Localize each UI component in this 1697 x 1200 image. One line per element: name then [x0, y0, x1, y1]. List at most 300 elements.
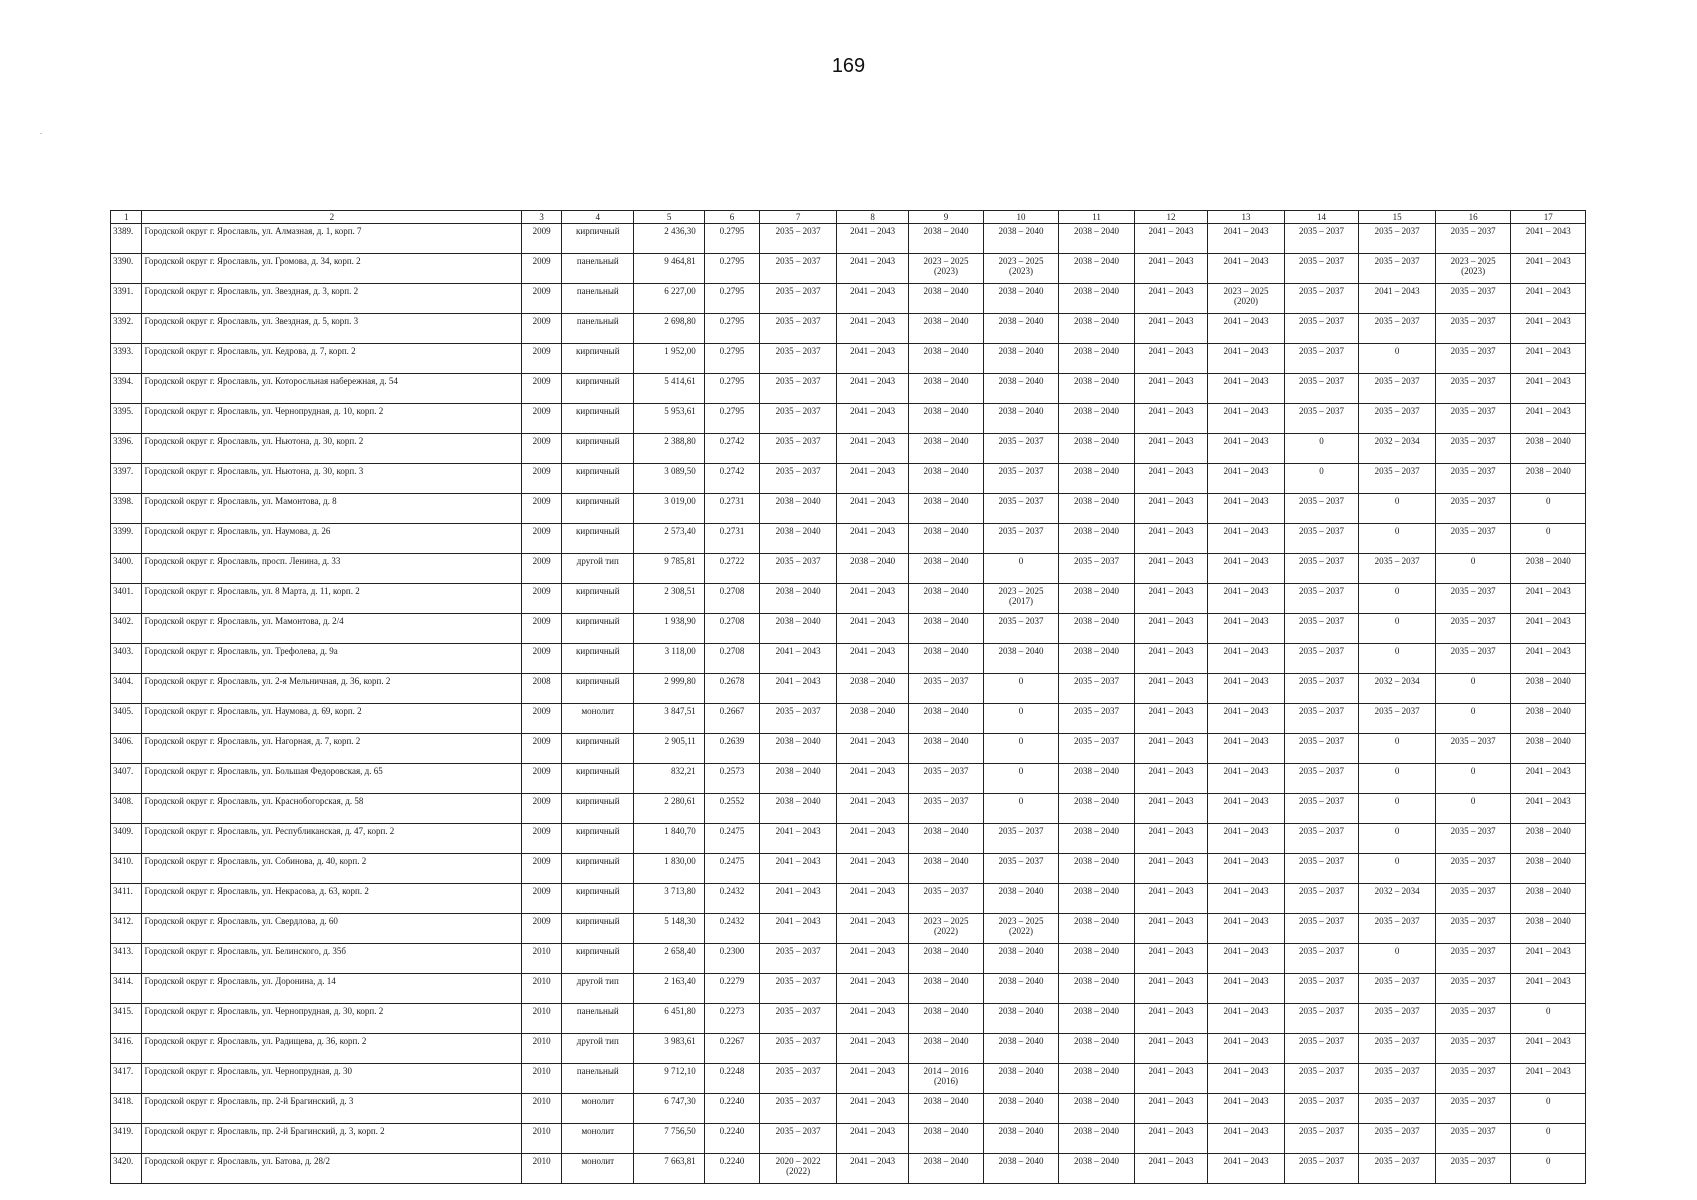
- table-cell-col-8: 2041 – 2043: [836, 1124, 908, 1154]
- table-cell-col-6: 0.2795: [704, 344, 760, 374]
- table-cell-col-12: 2041 – 2043: [1134, 1004, 1207, 1034]
- table-cell-col-4: кирпичный: [562, 614, 634, 644]
- table-cell-col-15: 2032 – 2034: [1359, 884, 1436, 914]
- column-header-13: 13: [1208, 211, 1285, 224]
- table-row: [111, 554, 1586, 584]
- table-cell-col-15: 0: [1359, 524, 1436, 554]
- table-row: [111, 854, 1586, 884]
- table-cell-col-2: Городской округ г. Ярославль, пр. 2-й Брагинский, д. 3, корп. 2: [142, 1124, 522, 1154]
- table-row: [111, 1004, 1586, 1034]
- table-cell-col-9: 2038 – 2040: [909, 1034, 983, 1064]
- table-cell-col-17: 2041 – 2043: [1511, 404, 1586, 434]
- table-cell-col-9: 2035 – 2037: [909, 674, 983, 704]
- table-cell-col-14: 2035 – 2037: [1284, 584, 1358, 614]
- table-cell-col-4: кирпичный: [562, 764, 634, 794]
- table-cell-col-2: Городской округ г. Ярославль, пр. 2-й Брагинский, д. 3: [142, 1094, 522, 1124]
- table-cell-col-4: панельный: [562, 254, 634, 284]
- table-row: [111, 254, 1586, 284]
- column-header-5: 5: [634, 211, 704, 224]
- table-cell-col-7: 2038 – 2040: [760, 794, 837, 824]
- table-cell-col-14: 0: [1284, 434, 1358, 464]
- table-cell-col-16: 2035 – 2037: [1435, 1004, 1511, 1034]
- table-cell-col-16: 2035 – 2037: [1435, 1124, 1511, 1154]
- table-cell-col-15: 2035 – 2037: [1359, 1034, 1436, 1064]
- table-cell-col-4: кирпичный: [562, 404, 634, 434]
- table-cell-col-3: 2008: [522, 674, 562, 704]
- table-cell-col-17: 2038 – 2040: [1511, 674, 1586, 704]
- table-cell-col-7: 2041 – 2043: [760, 884, 837, 914]
- table-cell-col-13: 2041 – 2043: [1208, 584, 1285, 614]
- table-cell-col-11: 2038 – 2040: [1059, 1004, 1135, 1034]
- table-cell-col-12: 2041 – 2043: [1134, 284, 1207, 314]
- table-cell-col-3: 2009: [522, 794, 562, 824]
- table-row: [111, 314, 1586, 344]
- table-cell-col-11: 2038 – 2040: [1059, 974, 1135, 1004]
- table-cell-col-2: Городской округ г. Ярославль, ул. Большая Федоровская, д. 65: [142, 764, 522, 794]
- table-row: [111, 1034, 1586, 1064]
- table-cell-col-16: 2035 – 2037: [1435, 524, 1511, 554]
- column-header-8: 8: [836, 211, 908, 224]
- table-cell-col-17: 2041 – 2043: [1511, 374, 1586, 404]
- table-cell-col-3: 2009: [522, 914, 562, 944]
- table-cell-col-2: Городской округ г. Ярославль, ул. Трефолева, д. 9а: [142, 644, 522, 674]
- table-cell-col-11: 2038 – 2040: [1059, 1094, 1135, 1124]
- table-cell-col-14: 2035 – 2037: [1284, 854, 1358, 884]
- table-cell-col-16: 2035 – 2037: [1435, 854, 1511, 884]
- table-row: [111, 764, 1586, 794]
- table-cell-col-4: монолит: [562, 1094, 634, 1124]
- table-cell-col-1: 3402.: [111, 614, 142, 644]
- table-cell-col-16: 0: [1435, 704, 1511, 734]
- table-cell-col-13: 2041 – 2043: [1208, 464, 1285, 494]
- table-cell-col-10: 2035 – 2037: [983, 434, 1059, 464]
- table-row: [111, 434, 1586, 464]
- table-cell-col-10: 0: [983, 704, 1059, 734]
- table-cell-col-11: 2038 – 2040: [1059, 914, 1135, 944]
- table-cell-col-8: 2041 – 2043: [836, 944, 908, 974]
- table-cell-col-6: 0.2742: [704, 464, 760, 494]
- table-cell-col-9: 2038 – 2040: [909, 284, 983, 314]
- table-cell-col-11: 2035 – 2037: [1059, 674, 1135, 704]
- table-cell-col-10: 2038 – 2040: [983, 344, 1059, 374]
- table-cell-col-11: 2038 – 2040: [1059, 824, 1135, 854]
- table-cell-col-15: 0: [1359, 734, 1436, 764]
- table-cell-col-7: 2041 – 2043: [760, 914, 837, 944]
- table-cell-col-13: 2041 – 2043: [1208, 554, 1285, 584]
- table-cell-col-12: 2041 – 2043: [1134, 704, 1207, 734]
- table-cell-col-13: 2041 – 2043: [1208, 914, 1285, 944]
- table-row: [111, 914, 1586, 944]
- table-cell-col-17: 2038 – 2040: [1511, 734, 1586, 764]
- table-cell-col-13: 2041 – 2043: [1208, 254, 1285, 284]
- table-cell-col-10: 2035 – 2037: [983, 494, 1059, 524]
- table-cell-col-1: 3409.: [111, 824, 142, 854]
- scan-artifact: .: [40, 127, 42, 136]
- table-cell-col-14: 2035 – 2037: [1284, 674, 1358, 704]
- table-cell-col-5: 6 451,80: [634, 1004, 704, 1034]
- table-cell-col-9: 2038 – 2040: [909, 1124, 983, 1154]
- table-cell-col-17: 2038 – 2040: [1511, 824, 1586, 854]
- table-cell-col-8: 2041 – 2043: [836, 494, 908, 524]
- table-cell-col-1: 3418.: [111, 1094, 142, 1124]
- table-cell-col-6: 0.2708: [704, 614, 760, 644]
- table-cell-col-2: Городской округ г. Ярославль, ул. Радищева, д. 36, корп. 2: [142, 1034, 522, 1064]
- table-cell-col-3: 2009: [522, 734, 562, 764]
- table-cell-col-3: 2009: [522, 584, 562, 614]
- table-cell-col-10: 2038 – 2040: [983, 284, 1059, 314]
- table-cell-col-10: 0: [983, 554, 1059, 584]
- table-row: [111, 974, 1586, 1004]
- table-cell-col-1: 3398.: [111, 494, 142, 524]
- table-cell-col-12: 2041 – 2043: [1134, 254, 1207, 284]
- table-cell-col-4: кирпичный: [562, 374, 634, 404]
- table-cell-col-17: 2041 – 2043: [1511, 284, 1586, 314]
- table-cell-col-13: 2041 – 2043: [1208, 734, 1285, 764]
- table-cell-col-15: 2035 – 2037: [1359, 224, 1436, 254]
- table-cell-col-8: 2041 – 2043: [836, 644, 908, 674]
- table-cell-col-13: 2041 – 2043: [1208, 854, 1285, 884]
- table-cell-col-14: 2035 – 2037: [1284, 224, 1358, 254]
- table-cell-col-4: кирпичный: [562, 674, 634, 704]
- table-cell-col-2: Городской округ г. Ярославль, ул. Мамонтова, д. 8: [142, 494, 522, 524]
- table-cell-col-9: 2038 – 2040: [909, 464, 983, 494]
- table-cell-col-8: 2038 – 2040: [836, 674, 908, 704]
- table-cell-col-2: Городской округ г. Ярославль, ул. Нагорная, д. 7, корп. 2: [142, 734, 522, 764]
- table-cell-col-1: 3389.: [111, 224, 142, 254]
- table-cell-col-11: 2038 – 2040: [1059, 494, 1135, 524]
- table-cell-col-16: 2035 – 2037: [1435, 404, 1511, 434]
- table-cell-col-14: 2035 – 2037: [1284, 944, 1358, 974]
- table-cell-col-5: 1 952,00: [634, 344, 704, 374]
- table-cell-col-1: 3414.: [111, 974, 142, 1004]
- table-cell-col-3: 2009: [522, 614, 562, 644]
- table-cell-col-1: 3410.: [111, 854, 142, 884]
- table-cell-col-16: 2035 – 2037: [1435, 914, 1511, 944]
- table-cell-col-13: 2041 – 2043: [1208, 374, 1285, 404]
- table-cell-col-4: кирпичный: [562, 944, 634, 974]
- table-cell-col-9: 2038 – 2040: [909, 494, 983, 524]
- table-cell-col-8: 2041 – 2043: [836, 344, 908, 374]
- table-cell-col-10: 2038 – 2040: [983, 884, 1059, 914]
- table-cell-col-3: 2009: [522, 464, 562, 494]
- table-cell-col-6: 0.2475: [704, 824, 760, 854]
- table-cell-col-8: 2041 – 2043: [836, 854, 908, 884]
- table-cell-col-1: 3413.: [111, 944, 142, 974]
- table-cell-col-15: 0: [1359, 644, 1436, 674]
- table-cell-col-14: 2035 – 2037: [1284, 314, 1358, 344]
- table-cell-col-16: 2035 – 2037: [1435, 944, 1511, 974]
- table-row: [111, 734, 1586, 764]
- table-cell-col-17: 2038 – 2040: [1511, 914, 1586, 944]
- table-cell-col-10: 2038 – 2040: [983, 1124, 1059, 1154]
- table-cell-col-9: 2038 – 2040: [909, 1004, 983, 1034]
- table-cell-col-13: 2041 – 2043: [1208, 884, 1285, 914]
- table-cell-col-15: 0: [1359, 854, 1436, 884]
- table-cell-col-14: 2035 – 2037: [1284, 974, 1358, 1004]
- table-cell-col-6: 0.2639: [704, 734, 760, 764]
- table-cell-col-5: 3 019,00: [634, 494, 704, 524]
- table-cell-col-3: 2009: [522, 884, 562, 914]
- table-cell-col-17: 0: [1511, 1094, 1586, 1124]
- table-cell-col-17: 2038 – 2040: [1511, 854, 1586, 884]
- table-cell-col-16: 2035 – 2037: [1435, 1034, 1511, 1064]
- table-cell-col-8: 2041 – 2043: [836, 434, 908, 464]
- table-cell-col-14: 2035 – 2037: [1284, 344, 1358, 374]
- table-cell-col-5: 832,21: [634, 764, 704, 794]
- table-cell-col-14: 2035 – 2037: [1284, 614, 1358, 644]
- table-cell-col-5: 3 847,51: [634, 704, 704, 734]
- table-cell-col-6: 0.2475: [704, 854, 760, 884]
- table-cell-col-13: 2041 – 2043: [1208, 974, 1285, 1004]
- table-cell-col-13: 2041 – 2043: [1208, 524, 1285, 554]
- table-cell-col-10: 2038 – 2040: [983, 944, 1059, 974]
- table-cell-col-15: 2035 – 2037: [1359, 1094, 1436, 1124]
- table-cell-col-3: 2009: [522, 404, 562, 434]
- table-cell-col-14: 2035 – 2037: [1284, 1094, 1358, 1124]
- table-cell-col-13: 2041 – 2043: [1208, 644, 1285, 674]
- table-cell-col-9: 2038 – 2040: [909, 944, 983, 974]
- table-cell-col-6: 0.2267: [704, 1034, 760, 1064]
- table-cell-col-5: 1 830,00: [634, 854, 704, 884]
- table-cell-col-7: 2035 – 2037: [760, 224, 837, 254]
- table-cell-col-15: 2035 – 2037: [1359, 404, 1436, 434]
- table-cell-col-9: 2023 – 2025 (2023): [909, 254, 983, 284]
- table-cell-col-8: 2041 – 2043: [836, 914, 908, 944]
- table-cell-col-11: 2038 – 2040: [1059, 764, 1135, 794]
- column-header-2: 2: [142, 211, 522, 224]
- table-cell-col-8: 2041 – 2043: [836, 884, 908, 914]
- table-cell-col-13: 2041 – 2043: [1208, 1064, 1285, 1094]
- table-cell-col-5: 2 999,80: [634, 674, 704, 704]
- table-cell-col-9: 2038 – 2040: [909, 704, 983, 734]
- table-cell-col-9: 2038 – 2040: [909, 1094, 983, 1124]
- table-cell-col-7: 2035 – 2037: [760, 284, 837, 314]
- table-cell-col-5: 2 698,80: [634, 314, 704, 344]
- table-cell-col-6: 0.2678: [704, 674, 760, 704]
- table-row: [111, 464, 1586, 494]
- table-cell-col-10: 2038 – 2040: [983, 404, 1059, 434]
- table-cell-col-12: 2041 – 2043: [1134, 674, 1207, 704]
- table-cell-col-17: 2038 – 2040: [1511, 434, 1586, 464]
- table-cell-col-8: 2041 – 2043: [836, 224, 908, 254]
- table-cell-col-8: 2041 – 2043: [836, 734, 908, 764]
- table-cell-col-12: 2041 – 2043: [1134, 464, 1207, 494]
- table-cell-col-2: Городской округ г. Ярославль, ул. Батова, д. 28/2: [142, 1154, 522, 1184]
- table-cell-col-10: 2038 – 2040: [983, 1094, 1059, 1124]
- table-cell-col-3: 2009: [522, 524, 562, 554]
- table-cell-col-12: 2041 – 2043: [1134, 914, 1207, 944]
- table-cell-col-12: 2041 – 2043: [1134, 1154, 1207, 1184]
- table-cell-col-5: 2 308,51: [634, 584, 704, 614]
- table-cell-col-4: панельный: [562, 314, 634, 344]
- table-row: [111, 284, 1586, 314]
- table-cell-col-1: 3391.: [111, 284, 142, 314]
- table-cell-col-8: 2041 – 2043: [836, 794, 908, 824]
- table-cell-col-3: 2009: [522, 224, 562, 254]
- table-cell-col-7: 2035 – 2037: [760, 1124, 837, 1154]
- column-header-17: 17: [1511, 211, 1586, 224]
- table-cell-col-12: 2041 – 2043: [1134, 434, 1207, 464]
- table-cell-col-16: 2035 – 2037: [1435, 284, 1511, 314]
- table-cell-col-3: 2009: [522, 494, 562, 524]
- table-cell-col-4: монолит: [562, 1124, 634, 1154]
- table-cell-col-3: 2010: [522, 1094, 562, 1124]
- table-cell-col-14: 0: [1284, 464, 1358, 494]
- table-cell-col-7: 2041 – 2043: [760, 824, 837, 854]
- table-cell-col-1: 3396.: [111, 434, 142, 464]
- table-cell-col-6: 0.2731: [704, 494, 760, 524]
- table-cell-col-17: 2041 – 2043: [1511, 644, 1586, 674]
- table-cell-col-2: Городской округ г. Ярославль, ул. Алмазная, д. 1, корп. 7: [142, 224, 522, 254]
- table-cell-col-2: Городской округ г. Ярославль, ул. Ньютона, д. 30, корп. 2: [142, 434, 522, 464]
- table-cell-col-5: 2 573,40: [634, 524, 704, 554]
- table-cell-col-16: 2035 – 2037: [1435, 494, 1511, 524]
- table-cell-col-17: 0: [1511, 1004, 1586, 1034]
- table-cell-col-5: 1 938,90: [634, 614, 704, 644]
- table-cell-col-12: 2041 – 2043: [1134, 944, 1207, 974]
- table-cell-col-7: 2035 – 2037: [760, 554, 837, 584]
- table-cell-col-4: панельный: [562, 1064, 634, 1094]
- table-cell-col-17: 0: [1511, 1124, 1586, 1154]
- table-cell-col-3: 2009: [522, 434, 562, 464]
- table-cell-col-5: 9 712,10: [634, 1064, 704, 1094]
- table-cell-col-12: 2041 – 2043: [1134, 494, 1207, 524]
- table-cell-col-3: 2010: [522, 1034, 562, 1064]
- table-cell-col-16: 2035 – 2037: [1435, 464, 1511, 494]
- table-cell-col-16: 2035 – 2037: [1435, 224, 1511, 254]
- table-cell-col-7: 2035 – 2037: [760, 1034, 837, 1064]
- table-cell-col-16: 2035 – 2037: [1435, 584, 1511, 614]
- table-cell-col-5: 7 756,50: [634, 1124, 704, 1154]
- table-cell-col-9: 2038 – 2040: [909, 734, 983, 764]
- table-cell-col-17: 2038 – 2040: [1511, 554, 1586, 584]
- table-cell-col-14: 2035 – 2037: [1284, 1124, 1358, 1154]
- table-cell-col-4: кирпичный: [562, 734, 634, 764]
- table-cell-col-2: Городской округ г. Ярославль, ул. 8 Марта, д. 11, корп. 2: [142, 584, 522, 614]
- column-header-10: 10: [983, 211, 1059, 224]
- table-cell-col-16: 2035 – 2037: [1435, 824, 1511, 854]
- table-cell-col-17: 2038 – 2040: [1511, 464, 1586, 494]
- table-cell-col-9: 2038 – 2040: [909, 524, 983, 554]
- table-cell-col-5: 1 840,70: [634, 824, 704, 854]
- table-cell-col-14: 2035 – 2037: [1284, 884, 1358, 914]
- table-cell-col-4: другой тип: [562, 974, 634, 1004]
- table-cell-col-7: 2041 – 2043: [760, 854, 837, 884]
- table-cell-col-17: 0: [1511, 1154, 1586, 1184]
- table-cell-col-6: 0.2722: [704, 554, 760, 584]
- table-cell-col-10: 2035 – 2037: [983, 464, 1059, 494]
- table-cell-col-7: 2041 – 2043: [760, 644, 837, 674]
- table-cell-col-6: 0.2273: [704, 1004, 760, 1034]
- table-cell-col-3: 2009: [522, 254, 562, 284]
- table-cell-col-17: 2041 – 2043: [1511, 764, 1586, 794]
- table-cell-col-13: 2041 – 2043: [1208, 224, 1285, 254]
- table-cell-col-6: 0.2795: [704, 284, 760, 314]
- table-cell-col-12: 2041 – 2043: [1134, 1124, 1207, 1154]
- table-cell-col-15: 2032 – 2034: [1359, 434, 1436, 464]
- table-cell-col-12: 2041 – 2043: [1134, 1034, 1207, 1064]
- table-cell-col-8: 2041 – 2043: [836, 614, 908, 644]
- table-cell-col-9: 2038 – 2040: [909, 824, 983, 854]
- table-cell-col-12: 2041 – 2043: [1134, 734, 1207, 764]
- table-cell-col-2: Городской округ г. Ярославль, ул. Звездная, д. 3, корп. 2: [142, 284, 522, 314]
- table-cell-col-15: 0: [1359, 794, 1436, 824]
- table-cell-col-11: 2038 – 2040: [1059, 224, 1135, 254]
- table-cell-col-12: 2041 – 2043: [1134, 314, 1207, 344]
- table-cell-col-14: 2035 – 2037: [1284, 1034, 1358, 1064]
- table-cell-col-1: 3407.: [111, 764, 142, 794]
- table-cell-col-12: 2041 – 2043: [1134, 974, 1207, 1004]
- table-cell-col-13: 2041 – 2043: [1208, 1004, 1285, 1034]
- table-cell-col-7: 2020 – 2022 (2022): [760, 1154, 837, 1184]
- table-cell-col-17: 2041 – 2043: [1511, 944, 1586, 974]
- table-cell-col-11: 2038 – 2040: [1059, 644, 1135, 674]
- table-cell-col-1: 3411.: [111, 884, 142, 914]
- table-cell-col-11: 2038 – 2040: [1059, 1064, 1135, 1094]
- table-cell-col-10: 2035 – 2037: [983, 524, 1059, 554]
- table-cell-col-14: 2035 – 2037: [1284, 254, 1358, 284]
- table-cell-col-2: Городской округ г. Ярославль, ул. Краснобогорская, д. 58: [142, 794, 522, 824]
- table-cell-col-11: 2038 – 2040: [1059, 254, 1135, 284]
- table-cell-col-14: 2035 – 2037: [1284, 284, 1358, 314]
- table-cell-col-1: 3395.: [111, 404, 142, 434]
- table-cell-col-13: 2041 – 2043: [1208, 1034, 1285, 1064]
- table-row: [111, 644, 1586, 674]
- table-cell-col-7: 2038 – 2040: [760, 614, 837, 644]
- table-cell-col-12: 2041 – 2043: [1134, 614, 1207, 644]
- table-cell-col-8: 2041 – 2043: [836, 824, 908, 854]
- column-header-7: 7: [760, 211, 837, 224]
- table-cell-col-4: кирпичный: [562, 464, 634, 494]
- table-cell-col-14: 2035 – 2037: [1284, 1064, 1358, 1094]
- table-cell-col-1: 3403.: [111, 644, 142, 674]
- table-cell-col-7: 2035 – 2037: [760, 374, 837, 404]
- table-cell-col-2: Городской округ г. Ярославль, ул. Некрасова, д. 63, корп. 2: [142, 884, 522, 914]
- table-cell-col-2: Городской округ г. Ярославль, ул. Республиканская, д. 47, корп. 2: [142, 824, 522, 854]
- table-cell-col-6: 0.2742: [704, 434, 760, 464]
- table-cell-col-3: 2009: [522, 374, 562, 404]
- table-cell-col-14: 2035 – 2037: [1284, 1154, 1358, 1184]
- table-cell-col-10: 2038 – 2040: [983, 374, 1059, 404]
- table-cell-col-16: 0: [1435, 794, 1511, 824]
- table-cell-col-6: 0.2795: [704, 314, 760, 344]
- table-cell-col-5: 2 388,80: [634, 434, 704, 464]
- table-cell-col-7: 2035 – 2037: [760, 344, 837, 374]
- table-cell-col-1: 3394.: [111, 374, 142, 404]
- table-cell-col-11: 2038 – 2040: [1059, 854, 1135, 884]
- table-cell-col-12: 2041 – 2043: [1134, 554, 1207, 584]
- table-cell-col-3: 2010: [522, 974, 562, 1004]
- table-cell-col-14: 2035 – 2037: [1284, 554, 1358, 584]
- table-cell-col-11: 2038 – 2040: [1059, 884, 1135, 914]
- table-cell-col-9: 2035 – 2037: [909, 794, 983, 824]
- table-row: [111, 1094, 1586, 1124]
- table-cell-col-12: 2041 – 2043: [1134, 824, 1207, 854]
- table-cell-col-9: 2038 – 2040: [909, 224, 983, 254]
- table-cell-col-7: 2035 – 2037: [760, 1094, 837, 1124]
- table-cell-col-4: монолит: [562, 1154, 634, 1184]
- table-cell-col-5: 3 089,50: [634, 464, 704, 494]
- table-cell-col-8: 2041 – 2043: [836, 1004, 908, 1034]
- table-cell-col-1: 3408.: [111, 794, 142, 824]
- table-cell-col-5: 3 983,61: [634, 1034, 704, 1064]
- table-cell-col-2: Городской округ г. Ярославль, ул. Ньютона, д. 30, корп. 3: [142, 464, 522, 494]
- table-cell-col-6: 0.2240: [704, 1154, 760, 1184]
- table-cell-col-8: 2038 – 2040: [836, 554, 908, 584]
- table-cell-col-4: кирпичный: [562, 824, 634, 854]
- table-cell-col-8: 2041 – 2043: [836, 254, 908, 284]
- table-cell-col-5: 9 464,81: [634, 254, 704, 284]
